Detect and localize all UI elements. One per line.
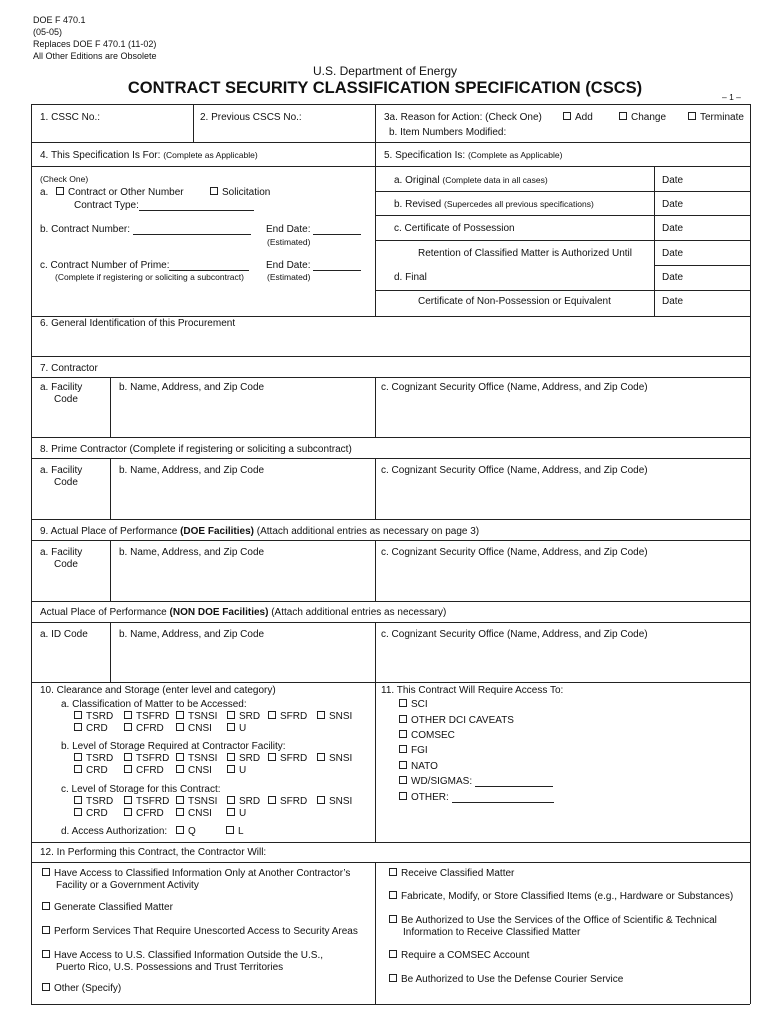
storage-c-u-checkbox[interactable] bbox=[227, 808, 246, 819]
storage-a-cfrd-label: CFRD bbox=[136, 723, 164, 734]
osti-services-checkbox[interactable] bbox=[389, 915, 717, 926]
department-name: U.S. Department of Energy bbox=[312, 64, 458, 78]
storage-a-tsnsi-checkbox[interactable] bbox=[176, 711, 217, 722]
access-at-other-contractor-checkbox[interactable] bbox=[42, 868, 350, 879]
access-comsec-label: COMSEC bbox=[411, 730, 455, 741]
storage-b-cnsi-label: CNSI bbox=[188, 765, 212, 776]
cert-non-possession-label: Certificate of Non-Possession or Equivalent bbox=[418, 296, 611, 307]
storage-a-srd-label: SRD bbox=[239, 711, 261, 722]
storage-c-snsi-label: SNSI bbox=[329, 796, 353, 807]
contract-or-other-label: Contract or Other Number bbox=[68, 187, 184, 198]
storage-c-tsnsi-checkbox[interactable] bbox=[176, 796, 217, 807]
generate-classified-checkbox[interactable] bbox=[42, 902, 173, 913]
checkbox-icon bbox=[227, 808, 235, 816]
access-nato-label: NATO bbox=[411, 761, 438, 772]
storage-b-cfrd-label: CFRD bbox=[136, 765, 164, 776]
non-doe-performance-heading: Actual Place of Performance (NON DOE Facilities) (Attach additional entries as necessary) bbox=[40, 607, 447, 618]
storage-c-srd-label: SRD bbox=[239, 796, 261, 807]
storage-b-srd-label: SRD bbox=[239, 753, 261, 764]
checkbox-icon bbox=[399, 761, 407, 769]
date-field-revised[interactable]: Date bbox=[662, 199, 684, 210]
storage-c-crd-checkbox[interactable] bbox=[74, 808, 108, 819]
storage-b-srd-checkbox[interactable] bbox=[227, 753, 260, 764]
contractor-facility-field[interactable]: a. Facility bbox=[40, 382, 83, 393]
storage-c-tsnsi-label: TSNSI bbox=[188, 796, 218, 807]
previous-cscs-field[interactable]: 2. Previous CSCS No.: bbox=[200, 112, 302, 123]
checkbox-icon bbox=[42, 902, 50, 910]
reason-change-checkbox[interactable] bbox=[619, 112, 666, 123]
access-at-other-contractor-label: Have Access to Classified Information Only at Another Contractor’s bbox=[54, 868, 351, 879]
checkbox-icon bbox=[389, 950, 397, 958]
storage-b-u-label: U bbox=[239, 765, 247, 776]
wd-sigmas-input[interactable] bbox=[475, 777, 553, 787]
checkbox-icon bbox=[74, 796, 82, 804]
access-dci-label: OTHER DCI CAVEATS bbox=[411, 715, 514, 726]
cssc-no-field[interactable]: 1. CSSC No.: bbox=[40, 112, 101, 123]
checkbox-icon bbox=[619, 112, 627, 120]
unescorted-access-checkbox[interactable] bbox=[42, 926, 358, 937]
checkbox-icon bbox=[124, 765, 132, 773]
checkbox-icon bbox=[74, 723, 82, 731]
prime-code-label: Code bbox=[54, 477, 78, 488]
storage-c-tsrd-checkbox[interactable] bbox=[74, 796, 113, 807]
access-l-label: L bbox=[238, 826, 244, 837]
storage-a-u-label: U bbox=[239, 723, 247, 734]
fabricate-store-checkbox[interactable] bbox=[389, 891, 733, 902]
checkbox-icon bbox=[268, 753, 276, 761]
storage-b-u-checkbox[interactable] bbox=[227, 765, 246, 776]
checkbox-icon bbox=[399, 699, 407, 707]
storage-c-cnsi-label: CNSI bbox=[188, 808, 212, 819]
checkbox-icon bbox=[389, 974, 397, 982]
revised-option[interactable]: b. Revised (Supercedes all previous specifications) bbox=[394, 199, 594, 210]
checkbox-icon bbox=[124, 753, 132, 761]
original-option[interactable]: a. Original (Complete data in all cases) bbox=[394, 175, 548, 186]
storage-c-tsfrd-label: TSFRD bbox=[136, 796, 170, 807]
doe-code-label: Code bbox=[54, 559, 78, 570]
storage-a-srd-checkbox[interactable] bbox=[227, 711, 260, 722]
access-other-label: OTHER: bbox=[411, 792, 449, 803]
storage-b-crd-checkbox[interactable] bbox=[74, 765, 108, 776]
checkbox-icon bbox=[42, 950, 50, 958]
checkbox-icon bbox=[317, 711, 325, 719]
storage-a-sfrd-checkbox[interactable] bbox=[268, 711, 307, 722]
storage-b-tsnsi-label: TSNSI bbox=[188, 753, 218, 764]
end-date-field[interactable]: End Date: bbox=[266, 224, 361, 235]
access-to-heading: 11. This Contract Will Require Access To: bbox=[381, 685, 564, 696]
generate-classified-label: Generate Classified Matter bbox=[54, 902, 173, 913]
access-sci-label: SCI bbox=[411, 699, 428, 710]
date-field-non-possession[interactable]: Date bbox=[662, 296, 684, 307]
storage-b-cnsi-checkbox[interactable] bbox=[176, 765, 212, 776]
storage-a-tsfrd-checkbox[interactable] bbox=[124, 711, 169, 722]
storage-a-crd-checkbox[interactable] bbox=[74, 723, 108, 734]
checkbox-icon bbox=[176, 711, 184, 719]
storage-a-tsrd-label: TSRD bbox=[86, 711, 114, 722]
checkbox-icon bbox=[227, 753, 235, 761]
checkbox-icon bbox=[176, 796, 184, 804]
checkbox-icon bbox=[399, 776, 407, 784]
checkbox-icon bbox=[74, 765, 82, 773]
defense-courier-label: Be Authorized to Use the Defense Courier Service bbox=[401, 974, 624, 985]
contract-number-field[interactable]: b. Contract Number: bbox=[40, 224, 251, 235]
access-wd-sigmas-label: WD/SIGMAS: bbox=[411, 776, 473, 787]
storage-b-tsrd-label: TSRD bbox=[86, 753, 114, 764]
checkbox-icon bbox=[389, 868, 397, 876]
storage-c-cfrd-checkbox[interactable] bbox=[124, 808, 164, 819]
reason-terminate-label: Terminate bbox=[700, 112, 744, 123]
storage-b-sfrd-label: SFRD bbox=[280, 753, 308, 764]
storage-c-sfrd-label: SFRD bbox=[280, 796, 308, 807]
receive-classified-checkbox[interactable] bbox=[389, 868, 514, 879]
checkbox-icon bbox=[399, 730, 407, 738]
storage-a-tsfrd-label: TSFRD bbox=[136, 711, 170, 722]
checkbox-icon bbox=[210, 187, 218, 195]
storage-c-tsrd-label: TSRD bbox=[86, 796, 114, 807]
access-dci-checkbox[interactable] bbox=[399, 715, 514, 726]
storage-c-tsfrd-checkbox[interactable] bbox=[124, 796, 169, 807]
access-other-checkbox[interactable] bbox=[399, 792, 554, 803]
checkbox-icon bbox=[56, 187, 64, 195]
storage-required-label: b. Level of Storage Required at Contractor Facility: bbox=[61, 741, 286, 752]
reason-add-label: Add bbox=[575, 112, 593, 123]
prime-contract-number-field[interactable]: c. Contract Number of Prime: bbox=[40, 260, 249, 271]
storage-a-snsi-checkbox[interactable] bbox=[317, 711, 352, 722]
checkbox-icon bbox=[124, 808, 132, 816]
page-number: – 1 – bbox=[722, 92, 741, 102]
checkbox-icon bbox=[399, 715, 407, 723]
storage-b-snsi-label: SNSI bbox=[329, 753, 353, 764]
checkbox-icon bbox=[399, 792, 407, 800]
other-specify-checkbox[interactable] bbox=[42, 983, 121, 994]
doe-name-address-field[interactable]: b. Name, Address, and Zip Code bbox=[119, 547, 265, 558]
non-doe-id-code-field[interactable]: a. ID Code bbox=[40, 629, 88, 640]
checkbox-icon bbox=[124, 723, 132, 731]
clearance-storage-heading: 10. Clearance and Storage (enter level and category) bbox=[40, 685, 276, 696]
checkbox-icon bbox=[42, 926, 50, 934]
contract-or-other-checkbox[interactable] bbox=[56, 187, 184, 198]
checkbox-icon bbox=[563, 112, 571, 120]
access-comsec-checkbox[interactable] bbox=[399, 730, 455, 741]
date-field-retention[interactable]: Date bbox=[662, 248, 684, 259]
storage-c-snsi-checkbox[interactable] bbox=[317, 796, 352, 807]
prime-note: (Complete if registering or soliciting a subcontract) bbox=[55, 272, 244, 282]
date-field-final[interactable]: Date bbox=[662, 272, 684, 283]
storage-a-sfrd-label: SFRD bbox=[280, 711, 308, 722]
prime-cso-field[interactable]: c. Cognizant Security Office (Name, Address, and Zip Code) bbox=[381, 465, 648, 476]
access-wd-sigmas-checkbox[interactable] bbox=[399, 776, 553, 787]
prime-facility-field[interactable]: a. Facility bbox=[40, 465, 83, 476]
checkbox-icon bbox=[74, 711, 82, 719]
access-l-checkbox[interactable] bbox=[226, 826, 244, 837]
storage-a-cfrd-checkbox[interactable] bbox=[124, 723, 164, 734]
reason-for-action-label: 3a. Reason for Action: (Check One) bbox=[384, 112, 542, 123]
form-date: (05-05) bbox=[33, 27, 63, 37]
other-specify-label: Other (Specify) bbox=[54, 983, 122, 994]
storage-c-cnsi-checkbox[interactable] bbox=[176, 808, 212, 819]
access-outside-us-label-2: Puerto Rico, U.S. Possessions and Trust Territories bbox=[56, 962, 284, 973]
check-one-note: (Check One) bbox=[40, 174, 89, 184]
storage-b-sfrd-checkbox[interactable] bbox=[268, 753, 307, 764]
storage-a-cnsi-label: CNSI bbox=[188, 723, 212, 734]
access-nato-checkbox[interactable] bbox=[399, 761, 438, 772]
contract-type-field[interactable]: Contract Type: bbox=[74, 200, 254, 211]
storage-c-u-label: U bbox=[239, 808, 247, 819]
reason-add-checkbox[interactable] bbox=[563, 112, 593, 123]
storage-a-tsnsi-label: TSNSI bbox=[188, 711, 218, 722]
access-q-checkbox[interactable] bbox=[176, 826, 196, 837]
storage-c-crd-label: CRD bbox=[86, 808, 108, 819]
contractor-code-label: Code bbox=[54, 394, 78, 405]
contractor-will-heading: 12. In Performing this Contract, the Contractor Will: bbox=[40, 847, 267, 858]
form-title: CONTRACT SECURITY CLASSIFICATION SPECIFICATION (CSCS) bbox=[127, 79, 643, 97]
spec-is-label: 5. Specification Is: (Complete as Applicable) bbox=[384, 150, 563, 161]
doe-cso-field[interactable]: c. Cognizant Security Office (Name, Address, and Zip Code) bbox=[381, 547, 648, 558]
checkbox-icon bbox=[389, 891, 397, 899]
form-id: DOE F 470.1 bbox=[33, 15, 86, 25]
checkbox-icon bbox=[124, 796, 132, 804]
replaces-note: Replaces DOE F 470.1 (11-02) bbox=[33, 39, 157, 49]
checkbox-icon bbox=[124, 711, 132, 719]
checkbox-icon bbox=[268, 796, 276, 804]
access-authorization-label: d. Access Authorization: bbox=[61, 826, 168, 837]
checkbox-icon bbox=[227, 723, 235, 731]
checkbox-icon bbox=[227, 796, 235, 804]
access-sci-checkbox[interactable] bbox=[399, 699, 428, 710]
storage-contract-label: c. Level of Storage for this Contract: bbox=[61, 784, 221, 795]
date-field-original[interactable]: Date bbox=[662, 175, 684, 186]
storage-b-tsfrd-label: TSFRD bbox=[136, 753, 170, 764]
access-fgi-label: FGI bbox=[411, 745, 428, 756]
checkbox-icon bbox=[42, 983, 50, 991]
storage-b-cfrd-checkbox[interactable] bbox=[124, 765, 164, 776]
storage-a-crd-label: CRD bbox=[86, 723, 108, 734]
storage-a-cnsi-checkbox[interactable] bbox=[176, 723, 212, 734]
checkbox-icon bbox=[176, 723, 184, 731]
storage-c-srd-checkbox[interactable] bbox=[227, 796, 260, 807]
contractor-name-address-field[interactable]: b. Name, Address, and Zip Code bbox=[119, 382, 265, 393]
storage-b-crd-label: CRD bbox=[86, 765, 108, 776]
storage-b-snsi-checkbox[interactable] bbox=[317, 753, 352, 764]
date-field-possession[interactable]: Date bbox=[662, 223, 684, 234]
prime-contractor-heading: 8. Prime Contractor (Complete if registering or soliciting a subcontract) bbox=[40, 444, 352, 455]
storage-c-sfrd-checkbox[interactable] bbox=[268, 796, 307, 807]
fabricate-store-label: Fabricate, Modify, or Store Classified Items (e.g., Hardware or Substances) bbox=[401, 891, 734, 902]
non-doe-name-address-field[interactable]: b. Name, Address, and Zip Code bbox=[119, 629, 265, 640]
checkbox-icon bbox=[399, 745, 407, 753]
checkbox-icon bbox=[227, 765, 235, 773]
spec-for-label: 4. This Specification Is For: (Complete as Applicable) bbox=[40, 150, 258, 161]
obsolete-note: All Other Editions are Obsolete bbox=[33, 51, 157, 61]
access-at-other-contractor-label-2: Facility or a Government Activity bbox=[56, 880, 199, 891]
prime-end-date-field[interactable]: End Date: bbox=[266, 260, 361, 271]
procurement-id-field[interactable]: 6. General Identification of this Procurement bbox=[40, 318, 236, 329]
storage-b-tsfrd-checkbox[interactable] bbox=[124, 753, 169, 764]
storage-c-cfrd-label: CFRD bbox=[136, 808, 164, 819]
contractor-cso-field[interactable]: c. Cognizant Security Office (Name, Address, and Zip Code) bbox=[381, 382, 648, 393]
osti-services-label: Be Authorized to Use the Services of the Office of Scientific & Technical bbox=[401, 915, 717, 926]
reason-terminate-checkbox[interactable] bbox=[688, 112, 744, 123]
checkbox-icon bbox=[317, 796, 325, 804]
contractor-heading: 7. Contractor bbox=[40, 363, 98, 374]
estimated-note: (Estimated) bbox=[267, 237, 311, 247]
checkbox-icon bbox=[42, 868, 50, 876]
receive-classified-label: Receive Classified Matter bbox=[401, 868, 515, 879]
access-fgi-checkbox[interactable] bbox=[399, 745, 428, 756]
checkbox-icon bbox=[176, 765, 184, 773]
estimated-note-2: (Estimated) bbox=[267, 272, 311, 282]
storage-b-tsnsi-checkbox[interactable] bbox=[176, 753, 217, 764]
checkbox-icon bbox=[389, 915, 397, 923]
checkbox-icon bbox=[176, 808, 184, 816]
classification-accessed-label: a. Classification of Matter to be Accessed: bbox=[61, 699, 247, 710]
doe-performance-heading: 9. Actual Place of Performance (DOE Facilities) (Attach additional entries as necessary on page 3) bbox=[40, 526, 480, 537]
reason-change-label: Change bbox=[631, 112, 667, 123]
defense-courier-checkbox[interactable] bbox=[389, 974, 623, 985]
other-access-input[interactable] bbox=[452, 793, 554, 803]
certificate-possession-option[interactable]: c. Certificate of Possession bbox=[394, 223, 515, 234]
osti-services-label-2: Information to Receive Classified Matter bbox=[403, 927, 581, 938]
access-outside-us-label: Have Access to U.S. Classified Information Outside the U.S., bbox=[54, 950, 324, 961]
final-option[interactable]: d. Final bbox=[394, 272, 427, 283]
storage-a-snsi-label: SNSI bbox=[329, 711, 353, 722]
storage-b-tsrd-checkbox[interactable] bbox=[74, 753, 113, 764]
solicitation-label: Solicitation bbox=[222, 187, 271, 198]
checkbox-icon bbox=[176, 753, 184, 761]
checkbox-icon bbox=[227, 711, 235, 719]
checkbox-icon bbox=[74, 808, 82, 816]
comsec-account-label: Require a COMSEC Account bbox=[401, 950, 530, 961]
comsec-account-checkbox[interactable] bbox=[389, 950, 529, 961]
doe-facility-field[interactable]: a. Facility bbox=[40, 547, 83, 558]
checkbox-icon bbox=[688, 112, 696, 120]
access-q-label: Q bbox=[188, 826, 196, 837]
access-outside-us-checkbox[interactable] bbox=[42, 950, 323, 961]
checkbox-icon bbox=[268, 711, 276, 719]
checkbox-icon bbox=[74, 753, 82, 761]
checkbox-icon bbox=[317, 753, 325, 761]
unescorted-access-label: Perform Services That Require Unescorted Access to Security Areas bbox=[54, 926, 358, 937]
prime-name-address-field[interactable]: b. Name, Address, and Zip Code bbox=[119, 465, 265, 476]
storage-a-tsrd-checkbox[interactable] bbox=[74, 711, 113, 722]
checkbox-icon bbox=[176, 826, 184, 834]
solicitation-checkbox[interactable] bbox=[210, 187, 270, 198]
retention-label: Retention of Classified Matter is Authorized Until bbox=[418, 248, 632, 259]
non-doe-cso-field[interactable]: c. Cognizant Security Office (Name, Address, and Zip Code) bbox=[381, 629, 648, 640]
items-modified-field[interactable]: b. Item Numbers Modified: bbox=[389, 127, 507, 138]
storage-a-u-checkbox[interactable] bbox=[227, 723, 246, 734]
checkbox-icon bbox=[226, 826, 234, 834]
option-a-prefix: a. bbox=[40, 187, 49, 198]
